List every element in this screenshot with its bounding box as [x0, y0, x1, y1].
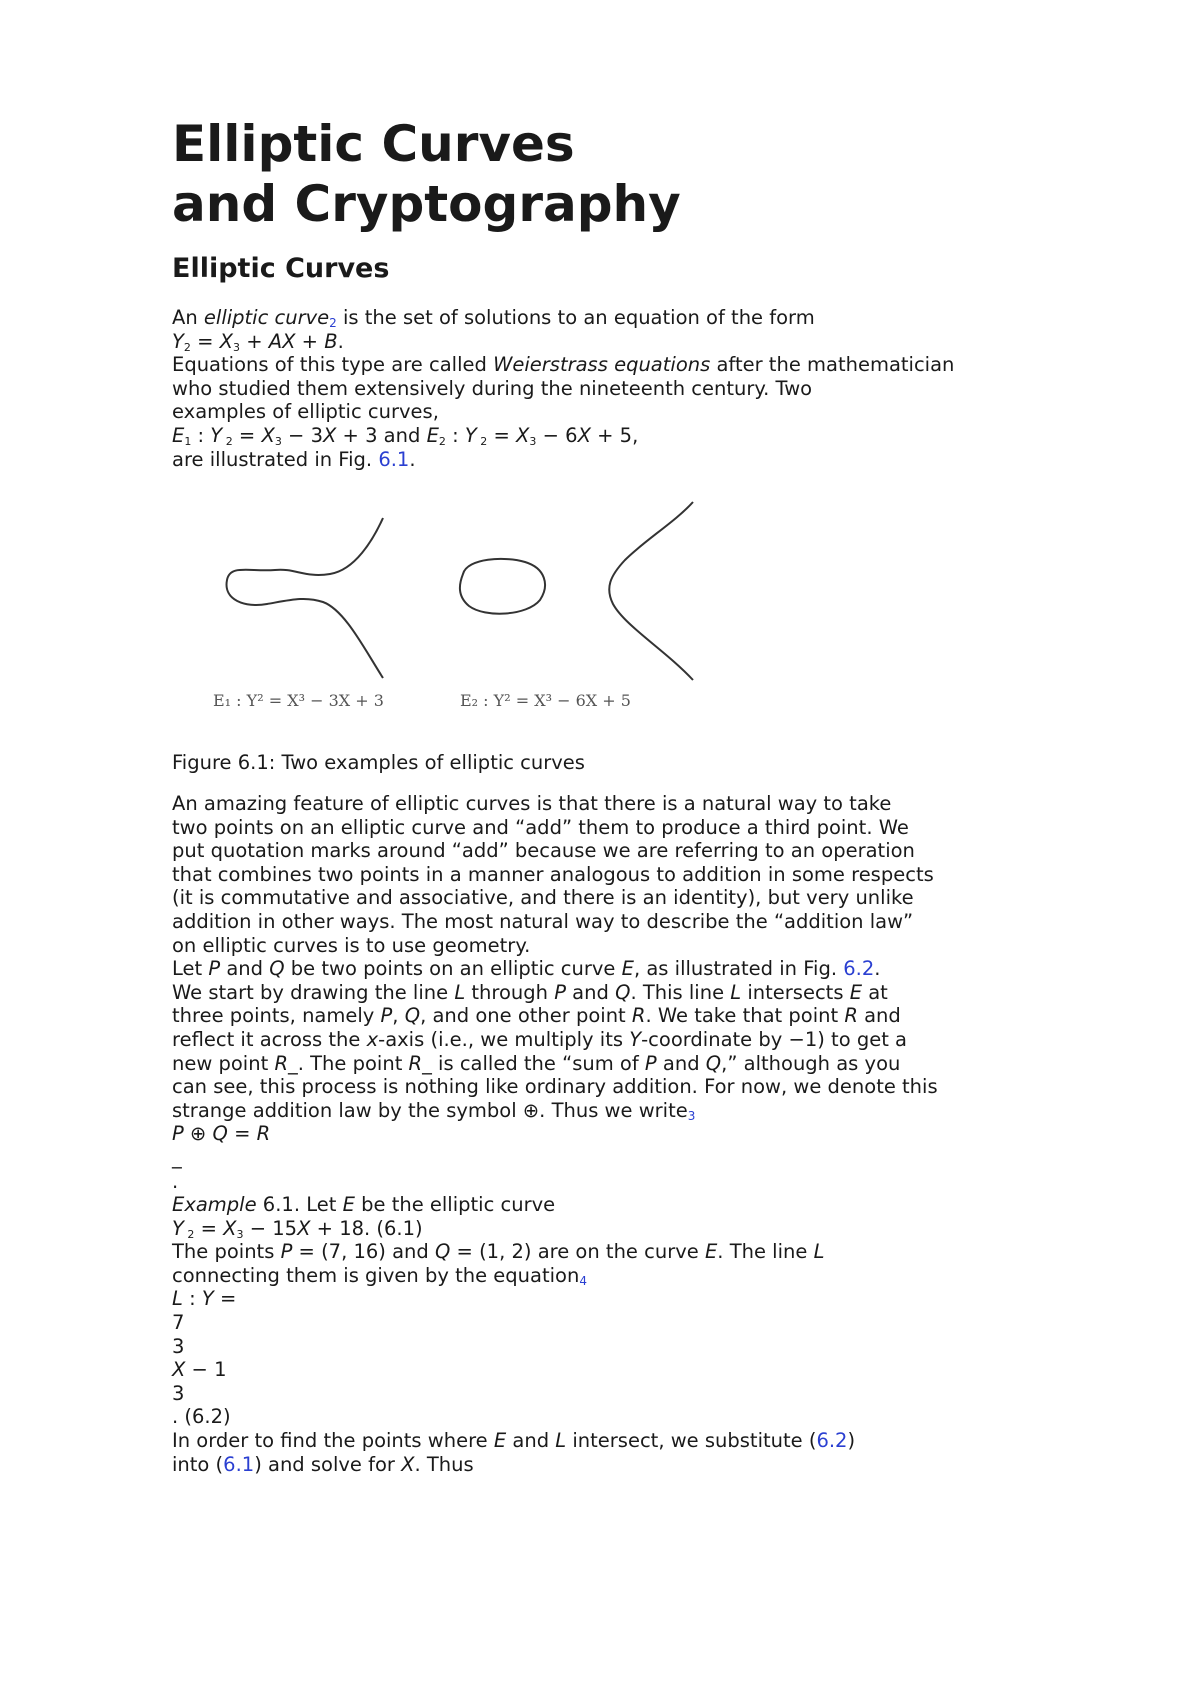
- text: . The line: [717, 1240, 814, 1264]
- text: _ is called the “sum of: [422, 1051, 645, 1075]
- var: Q: [212, 1122, 228, 1146]
- text: = (7, 16) and: [292, 1240, 435, 1264]
- text: , and one other point: [420, 1004, 632, 1028]
- var: E: [493, 1429, 507, 1453]
- paragraph-intro: [172, 306, 1072, 471]
- text-line: [172, 1004, 1072, 1028]
- equation-link[interactable]: 6.2: [816, 1429, 848, 1453]
- text: intersects: [741, 980, 850, 1004]
- text-line: on elliptic curves is to use geometry.: [172, 933, 531, 957]
- figure-caption: Figure 6.1: Two examples of elliptic curves: [172, 751, 585, 774]
- text: be the elliptic curve: [354, 1193, 556, 1217]
- text: =: [194, 1216, 224, 1240]
- text-line: [172, 1193, 1072, 1217]
- text: =: [213, 1287, 237, 1311]
- text: − 15: [243, 1216, 298, 1240]
- var: R: [844, 1004, 858, 1028]
- var: E: [849, 980, 863, 1004]
- text: .: [874, 957, 881, 981]
- var: Q: [404, 1004, 421, 1028]
- term-elliptic-curve: elliptic curve: [203, 306, 330, 329]
- text-line: [172, 1358, 1072, 1382]
- footnote-link[interactable]: 3: [687, 1108, 696, 1123]
- text: − 3: [281, 423, 323, 447]
- footnote-link[interactable]: 2: [329, 316, 337, 330]
- text: and: [857, 1004, 901, 1028]
- var: E: [172, 423, 185, 447]
- text-line: [172, 1453, 1072, 1477]
- text: =: [227, 1122, 257, 1146]
- exponent: 3: [233, 340, 241, 354]
- label-e2: E₂ : Y² = X³ − 6X + 5: [460, 691, 631, 710]
- text-line: who studied them extensively during the nineteenth century. Two: [172, 376, 813, 400]
- text: .: [409, 447, 416, 471]
- var: X: [223, 1216, 237, 1240]
- var: Q: [705, 1051, 722, 1075]
- var: X: [172, 1358, 186, 1382]
- text: through: [465, 980, 555, 1004]
- text: In order to find the points where: [172, 1429, 494, 1453]
- text: The points: [172, 1240, 281, 1264]
- text: reflect it across the: [172, 1027, 367, 1051]
- text: ): [847, 1429, 856, 1453]
- text-line: that combines two points in a manner analogous to addition in some respects: [172, 862, 934, 886]
- title-line-2: and Cryptography: [172, 175, 681, 233]
- var: Y: [172, 1216, 184, 1240]
- section-heading: Elliptic Curves: [172, 253, 390, 284]
- text: into (: [172, 1452, 224, 1476]
- text: +: [240, 329, 269, 353]
- text-line: [172, 1028, 1072, 1052]
- text-line: [172, 448, 1072, 472]
- text: :: [445, 423, 465, 447]
- text-line: 3: [172, 1334, 185, 1358]
- text: intersect, we substitute (: [566, 1429, 817, 1453]
- text-line: examples of elliptic curves,: [172, 400, 439, 424]
- figure-elliptic-curves: [205, 500, 705, 725]
- text: new point: [172, 1051, 275, 1075]
- text-line: [172, 1240, 1072, 1264]
- equation-line: [172, 1287, 1072, 1311]
- var: P: [380, 1004, 393, 1028]
- text: after the mathematician: [710, 353, 955, 377]
- text-line: put quotation marks around “add” because we are referring to an operation: [172, 839, 915, 863]
- text: ⊕: [183, 1122, 213, 1146]
- text: connecting them is given by the equation: [172, 1263, 580, 1287]
- text-line: 3: [172, 1381, 185, 1405]
- text: + 3 and: [336, 423, 427, 447]
- var: E: [426, 423, 439, 447]
- var: R: [631, 1004, 646, 1028]
- var: L: [813, 1240, 825, 1264]
- text: Equations of this type are called: [172, 353, 494, 377]
- text: :: [191, 423, 211, 447]
- var: X: [401, 1452, 415, 1476]
- text: . Thus: [414, 1452, 474, 1476]
- text: . We take that point: [645, 1004, 845, 1028]
- equation-line: [172, 1217, 1072, 1241]
- text: 6.1. Let: [256, 1193, 343, 1217]
- var: X: [577, 423, 591, 447]
- var: L: [454, 980, 466, 1004]
- text: :: [182, 1287, 202, 1311]
- text-line: (it is commutative and associative, and there is an identity), but very unlike: [172, 886, 914, 910]
- var: B: [324, 329, 338, 353]
- var: R: [256, 1122, 271, 1146]
- text: strange addition law by the symbol ⊕. Thus we write: [172, 1098, 688, 1122]
- exponent: 2: [183, 340, 191, 354]
- text-line: [172, 1099, 1072, 1123]
- text: An: [172, 306, 204, 329]
- curve-e2-oval: [460, 559, 545, 614]
- text: Let: [172, 957, 209, 981]
- document-title: [172, 114, 681, 234]
- text: =: [190, 329, 220, 353]
- text: We start by drawing the line: [172, 980, 455, 1004]
- text: = (1, 2) are on the curve: [450, 1240, 705, 1264]
- var: Y: [629, 1027, 642, 1051]
- equation-line: [172, 330, 1072, 354]
- text: are illustrated in Fig.: [172, 447, 379, 471]
- exponent: 2: [222, 434, 233, 448]
- var: P: [208, 957, 221, 981]
- var: R: [274, 1051, 288, 1075]
- text: +: [295, 329, 325, 353]
- var: Y: [464, 423, 477, 447]
- var: x: [366, 1027, 379, 1051]
- equation-line: [172, 1122, 1072, 1146]
- var: X: [219, 329, 234, 353]
- text: is the set of solutions to an equation of the form: [336, 306, 815, 329]
- text: + 18. (6.1): [310, 1216, 423, 1240]
- curve-e1: [227, 518, 383, 678]
- footnote-link[interactable]: 4: [579, 1273, 587, 1288]
- var: R: [408, 1051, 423, 1075]
- exponent: 3: [274, 434, 282, 448]
- curve-e2-branch: [609, 502, 693, 680]
- subscript: 2: [438, 434, 446, 448]
- exponent: 3: [529, 434, 537, 448]
- equation-line: [172, 424, 1072, 448]
- text-line: .: [172, 1169, 179, 1193]
- label-e1: E₁ : Y² = X³ − 3X + 3: [213, 691, 384, 710]
- var: AX: [268, 329, 296, 353]
- text: , as illustrated in Fig.: [633, 957, 844, 981]
- equation-link[interactable]: 6.1: [223, 1452, 255, 1476]
- text-line: [172, 981, 1072, 1005]
- var: Y: [201, 1287, 214, 1311]
- var: Y: [172, 329, 184, 353]
- text-line: An amazing feature of elliptic curves is that there is a natural way to take: [172, 792, 892, 815]
- text: + 5,: [590, 423, 639, 447]
- text-line: [172, 1429, 1072, 1453]
- var: X: [322, 423, 337, 447]
- var: Q: [615, 980, 631, 1004]
- text: . This line: [630, 980, 731, 1004]
- text: and: [656, 1051, 706, 1075]
- text: ,” although as you: [721, 1051, 901, 1075]
- subscript: 1: [184, 434, 192, 448]
- text-line: . (6.2): [172, 1405, 231, 1429]
- exponent: 3: [236, 1227, 244, 1241]
- text: ,: [392, 1004, 405, 1028]
- exponent: 2: [183, 1227, 195, 1241]
- text-line: _: [172, 1145, 182, 1169]
- text: and: [220, 957, 270, 981]
- text: =: [232, 423, 262, 447]
- var: P: [644, 1051, 657, 1075]
- text-line: [172, 353, 1072, 377]
- text: three points, namely: [172, 1004, 381, 1028]
- figure-link[interactable]: 6.1: [378, 447, 410, 471]
- var: X: [516, 423, 530, 447]
- var: L: [555, 1429, 567, 1453]
- text: − 6: [536, 423, 578, 447]
- var: Q: [434, 1240, 451, 1264]
- var: P: [280, 1240, 293, 1264]
- term-weierstrass: Weierstrass equations: [493, 353, 711, 377]
- var: Y: [210, 423, 223, 447]
- text: be two points on an elliptic curve: [284, 957, 622, 981]
- text-line: can see, this process is nothing like ordinary addition. For now, we denote this: [172, 1075, 938, 1099]
- exponent: 2: [476, 434, 488, 448]
- text: − 1: [185, 1358, 227, 1382]
- text-line: [172, 306, 1072, 330]
- var: P: [554, 980, 566, 1004]
- text: and: [565, 980, 616, 1004]
- text: -coordinate by −1) to get a: [641, 1027, 907, 1051]
- var: E: [342, 1193, 355, 1217]
- var: L: [172, 1287, 183, 1311]
- var: E: [704, 1240, 718, 1264]
- text-line: 7: [172, 1311, 185, 1335]
- text: _. The point: [288, 1051, 409, 1075]
- text: -axis (i.e., we multiply its: [378, 1027, 630, 1051]
- figure-link[interactable]: 6.2: [843, 957, 875, 981]
- var: L: [730, 980, 742, 1004]
- text: and: [506, 1429, 556, 1453]
- var: X: [261, 423, 275, 447]
- text: at: [862, 980, 888, 1004]
- text-line: [172, 957, 1072, 981]
- example-label: Example: [172, 1193, 257, 1217]
- title-line-1: Elliptic Curves: [172, 115, 575, 173]
- text: .: [337, 329, 344, 353]
- var: E: [621, 957, 634, 981]
- text-line: [172, 1264, 1072, 1288]
- text: =: [487, 423, 517, 447]
- paragraph-addition-law: [172, 792, 1072, 1476]
- text-line: [172, 1052, 1072, 1076]
- text: ) and solve for: [254, 1452, 402, 1476]
- var: Q: [269, 957, 285, 981]
- var: P: [172, 1122, 184, 1146]
- text-line: two points on an elliptic curve and “add” them to produce a third point. We: [172, 815, 909, 839]
- text-line: addition in other ways. The most natural way to describe the “addition law”: [172, 909, 914, 933]
- var: X: [297, 1216, 311, 1240]
